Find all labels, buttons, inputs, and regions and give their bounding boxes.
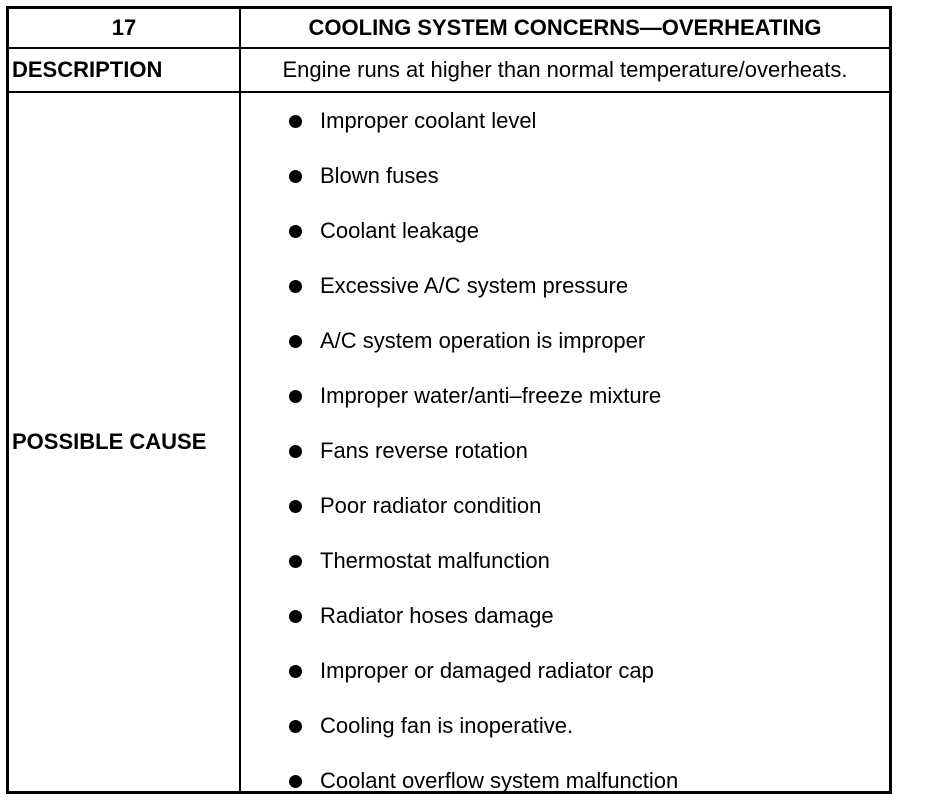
cause-text: Poor radiator condition: [320, 493, 542, 518]
list-item: [289, 602, 554, 630]
bullet-icon: [289, 170, 302, 183]
cause-text: Fans reverse rotation: [320, 438, 528, 463]
possible-cause-label: POSSIBLE CAUSE: [12, 429, 207, 454]
description-label: DESCRIPTION: [12, 57, 163, 82]
list-item: [289, 657, 654, 685]
list-item: [289, 107, 536, 135]
cause-text: Improper water/anti–freeze mixture: [320, 383, 662, 408]
list-item: [289, 437, 528, 465]
cause-text: Cooling fan is inoperative.: [320, 713, 574, 738]
cause-text: Thermostat malfunction: [320, 548, 550, 573]
cause-text: Excessive A/C system pressure: [320, 273, 629, 298]
bullet-icon: [289, 115, 302, 128]
cause-text: Coolant overflow system malfunction: [320, 768, 679, 793]
possible-cause-list: [241, 93, 889, 791]
concern-title: COOLING SYSTEM CONCERNS—OVERHEATING: [308, 15, 822, 40]
cause-text: Improper coolant level: [320, 108, 537, 133]
bullet-icon: [289, 280, 302, 293]
bullet-icon: [289, 335, 302, 348]
cause-text: Blown fuses: [320, 163, 439, 188]
list-item: [289, 547, 550, 575]
troubleshooting-table: [6, 6, 892, 794]
list-item: [289, 382, 661, 410]
list-item: [289, 492, 541, 520]
bullet-icon: [289, 665, 302, 678]
list-item: [289, 272, 628, 300]
cause-text: Improper or damaged radiator cap: [320, 658, 654, 683]
bullet-icon: [289, 445, 302, 458]
list-item: [289, 712, 573, 740]
bullet-icon: [289, 225, 302, 238]
list-item: [289, 767, 678, 795]
bullet-icon: [289, 500, 302, 513]
description-text: Engine runs at higher than normal temperature/overheats.: [282, 57, 848, 82]
cause-text: Radiator hoses damage: [320, 603, 554, 628]
bullet-icon: [289, 775, 302, 788]
concern-number: 17: [111, 15, 137, 40]
list-item: [289, 162, 439, 190]
cause-text: A/C system operation is improper: [320, 328, 646, 353]
bullet-icon: [289, 555, 302, 568]
bullet-icon: [289, 610, 302, 623]
list-item: [289, 217, 479, 245]
cause-text: Coolant leakage: [320, 218, 480, 243]
bullet-icon: [289, 720, 302, 733]
list-item: [289, 327, 645, 355]
bullet-icon: [289, 390, 302, 403]
